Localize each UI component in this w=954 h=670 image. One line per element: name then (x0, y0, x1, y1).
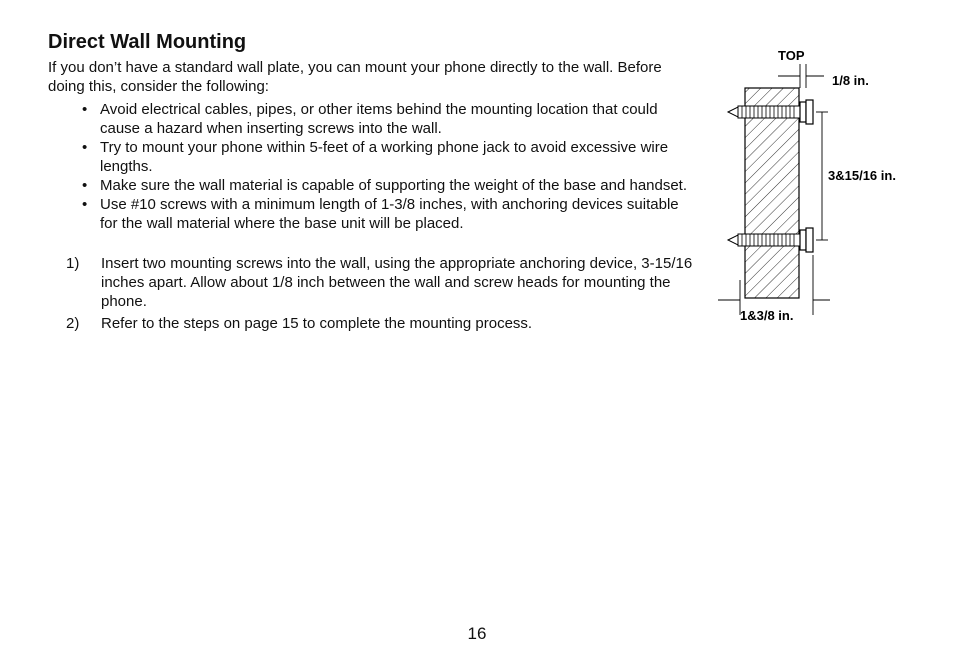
list-item (82, 195, 697, 233)
list-item-text: Make sure the wall material is capable of supporting the weight of the base and handset. (100, 177, 688, 194)
considerations-list (82, 100, 697, 233)
list-item-text: Use #10 screws with a minimum length of 1-3/8 inches, with anchoring devices suitable for the wall material where the base unit will be placed. (100, 196, 679, 232)
section-heading: Direct Wall Mounting (48, 31, 247, 53)
intro-paragraph: If you don’t have a standard wall plate, you can mount your phone directly to the wall. Before doing this, consider the following: (48, 59, 662, 95)
step-number: 2) (66, 315, 80, 332)
mounting-diagram (718, 40, 948, 330)
step-text: Refer to the steps on page 15 to complete the mounting process. (101, 315, 533, 332)
wall-section (745, 88, 799, 298)
list-item-text: Try to mount your phone within 5-feet of a working phone jack to avoid excessive wire lengths. (100, 139, 669, 175)
screw-spacing-dimension (816, 112, 828, 240)
steps-list (66, 254, 698, 336)
top-label: TOP (778, 48, 805, 63)
step-text: Insert two mounting screws into the wall, using the appropriate anchoring device, 3-15/16 inches apart. Allow about 1/8 inch between the wall and screw heads for mounting the phone. (101, 255, 693, 310)
step-item (66, 314, 698, 333)
list-item (82, 176, 697, 195)
bullet-glyph: • (82, 177, 88, 194)
bullet-glyph: • (82, 101, 88, 118)
head-gap-label: 1/8 in. (832, 73, 869, 88)
list-item (82, 138, 697, 176)
list-item-text: Avoid electrical cables, pipes, or other items behind the mounting location that could cause a hazard when inserting screws into the wall. (100, 101, 658, 137)
step-item (66, 254, 698, 311)
screw-spacing-label: 3&15/16 in. (828, 168, 896, 183)
page-number: 16 (467, 624, 487, 643)
bullet-glyph: • (82, 196, 88, 213)
screw-length-label: 1&3/8 in. (740, 308, 794, 323)
bullet-glyph: • (82, 139, 88, 156)
list-item (82, 100, 697, 138)
head-gap-dimension (778, 64, 824, 88)
step-number: 1) (66, 255, 80, 272)
